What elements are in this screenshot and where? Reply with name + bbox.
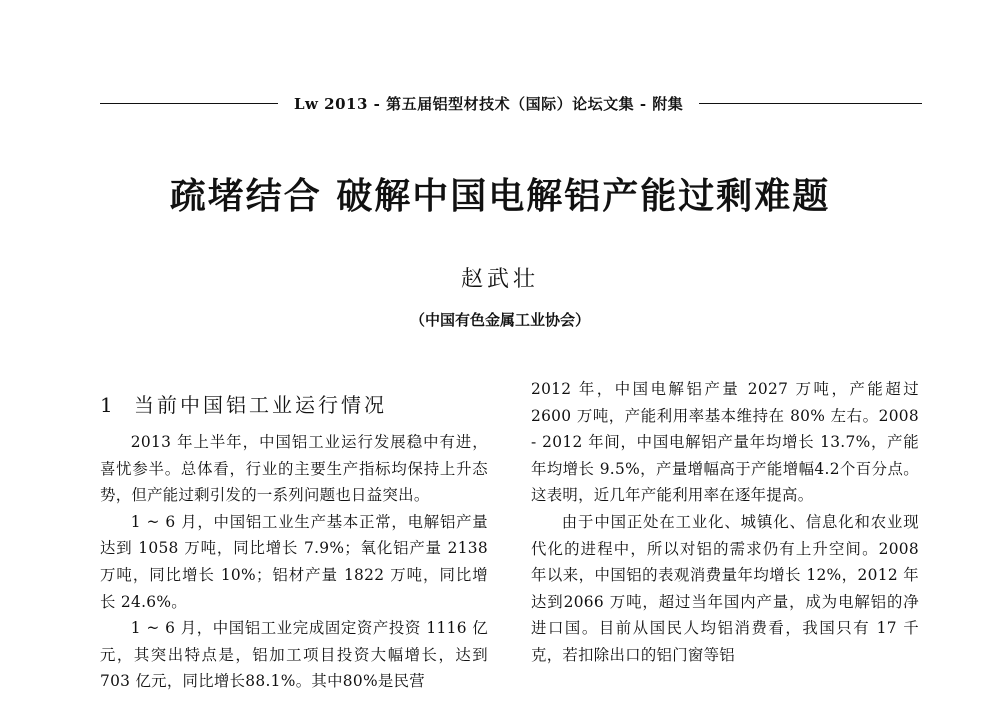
author-name: 赵武壮 bbox=[460, 267, 539, 292]
running-title: Lw 2013 - 第五届铝型材技术（国际）论坛文集 - 附集 bbox=[294, 94, 684, 113]
paragraph: 1 ~ 6 月，中国铝工业生产基本正常，电解铝产量达到 1058 万吨，同比增长 7.9%；氧化铝产量 2138 万吨，同比增长 10%；铝材产量 1822 万吨，同比增长 24.6%。 bbox=[100, 512, 488, 611]
section-title: 当前中国铝工业运行情况 bbox=[134, 393, 387, 417]
header-rule-right bbox=[699, 103, 922, 104]
paragraph: 2012 年，中国电解铝产量 2027 万吨，产能超过 2600 万吨，产能利用率基本维持在 80% 左右。2008 - 2012 年间，中国电解铝产量年均增长 13.7%，产能年均增长 9.5%，产量增幅高于产能增幅4.2个百分点。这表明，近几年产能利用率在逐年提高。 bbox=[531, 380, 919, 505]
author-affiliation: （中国有色金属工业协会） bbox=[409, 311, 590, 329]
left-column bbox=[100, 375, 488, 695]
running-header bbox=[100, 90, 922, 116]
paragraph: 2013 年上半年，中国铝工业运行发展稳中有进，喜忧参半。总体看，行业的主要生产指标均保持上升态势，但产能过剩引发的一系列问题也日益突出。 bbox=[100, 433, 488, 505]
right-column bbox=[531, 376, 919, 669]
paragraph: 1 ~ 6 月，中国铝工业完成固定资产投资 1116 亿元，其突出特点是，铝加工项目投资大幅增长，达到703 亿元，同比增长88.1%。其中80%是民营 bbox=[100, 619, 488, 691]
article-title: 疏堵结合 破解中国电解铝产能过剩难题 bbox=[169, 176, 831, 217]
paragraph: 由于中国正处在工业化、城镇化、信息化和农业现代化的进程中，所以对铝的需求仍有上升空间。2008 年以来，中国铝的表观消费量年均增长 12%，2012 年达到2066 万吨，超过当年国内产量，成为电解铝的净进口国。目前从国民人均铝消费看，我国只有 17 千克，若扣除出口的铝门窗等铝 bbox=[531, 512, 919, 664]
section-number: 1 bbox=[100, 393, 116, 417]
header-rule-left bbox=[100, 103, 278, 104]
section-heading bbox=[100, 389, 488, 421]
